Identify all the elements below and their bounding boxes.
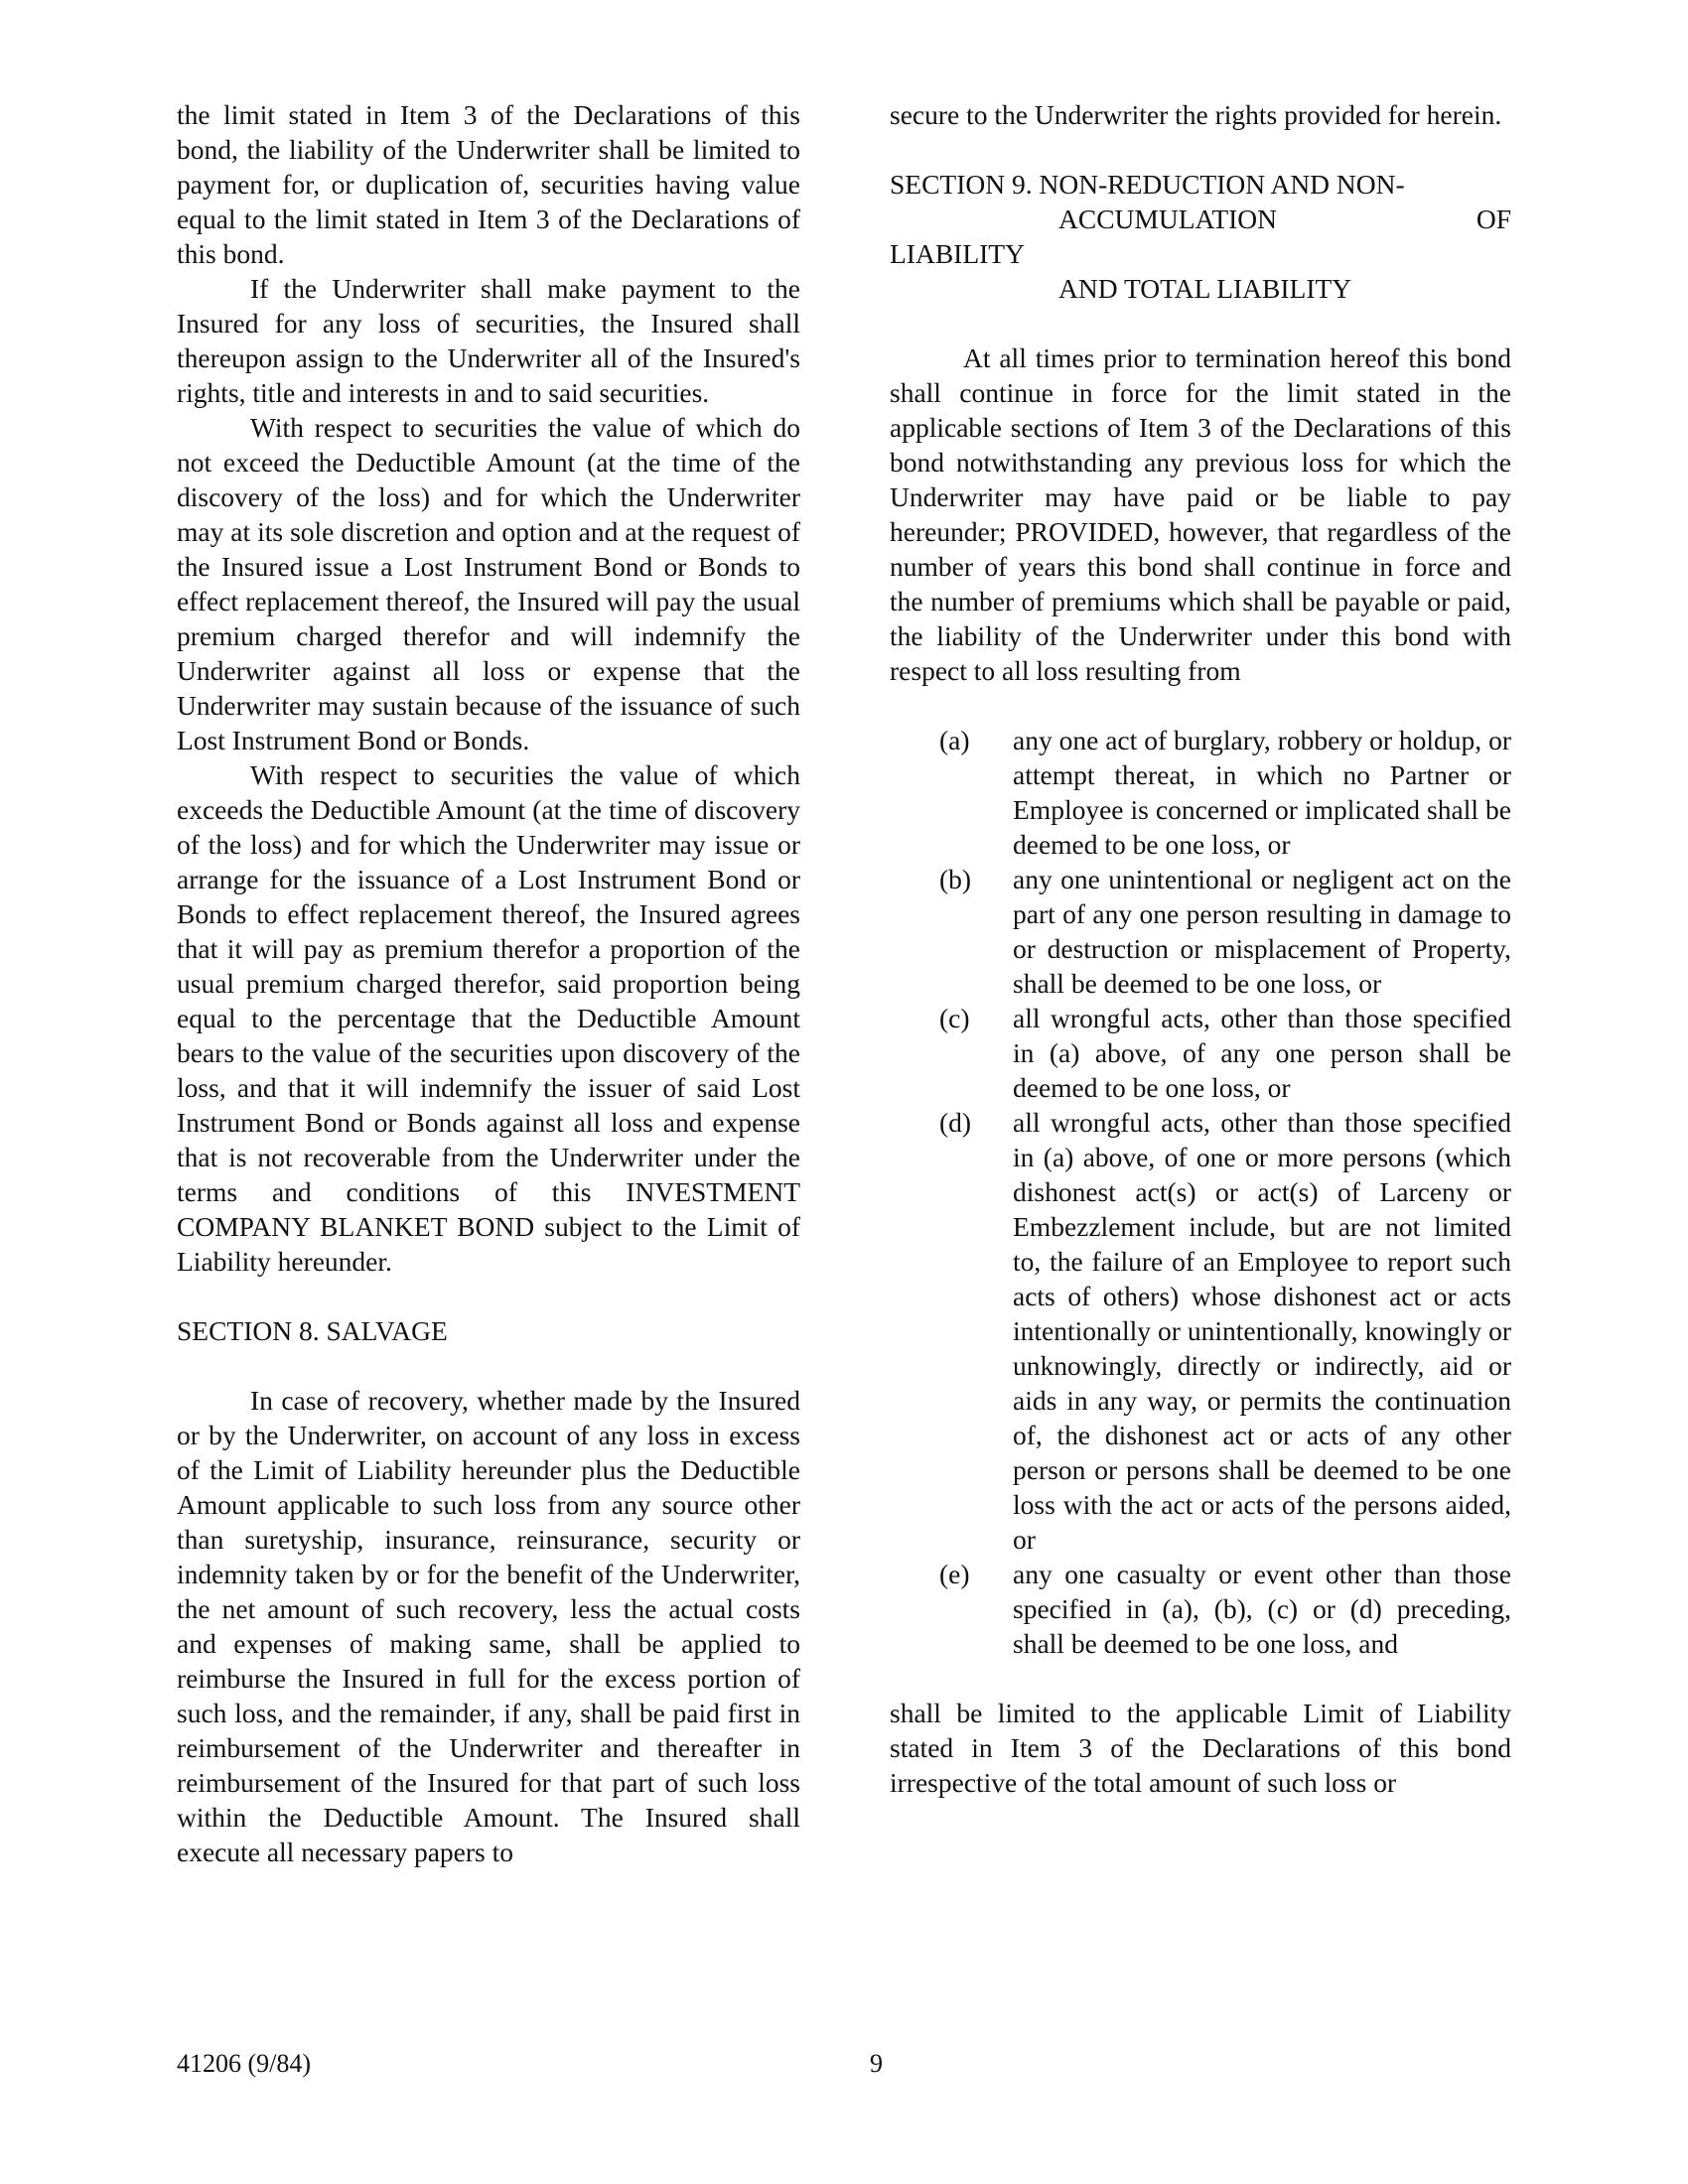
spacer bbox=[890, 688, 1511, 723]
spacer bbox=[890, 306, 1511, 341]
spacer bbox=[177, 1348, 800, 1383]
paragraph-securities-above-deductible: With respect to securities the value of which exceeds the Deductible Amount (at the time of discovery of the loss) and for which the Underwriter may issue or arrange for the issuance of a Lost Instrument Bond or Bonds to effect replacement thereof, the Insured agrees that it will pay as premium therefor a proportion of the usual premium charged therefor, said proportion being equal to the percentage that the Deductible Amount bears to the value of the securities upon discovery of the loss, and that it will indemnify the issuer of said Lost Instrument Bond or Bonds against all loss and expense that is not recoverable from the Underwriter under the terms and conditions of this INVESTMENT COMPANY BLANKET BOND subject to the Limit of Liability hereunder. bbox=[177, 759, 800, 1277]
left-column bbox=[177, 97, 800, 1869]
section-8-heading: SECTION 8. SALVAGE bbox=[177, 1315, 448, 1346]
section-9-heading bbox=[890, 167, 1511, 306]
list-item-text: any one casualty or event other than those specified in (a), (b), (c) or (d) preceding, shall be deemed to be one loss, and bbox=[1013, 1559, 1511, 1659]
section-9-heading-line-1: SECTION 9. NON-REDUCTION AND NON- bbox=[890, 169, 1405, 200]
list-item bbox=[890, 862, 1511, 1001]
spacer bbox=[177, 1279, 800, 1313]
section-9-heading-of: OF bbox=[1476, 204, 1511, 234]
list-item-text: all wrongful acts, other than those specified in (a) above, of one or more persons (which dishonest act(s) or act(s) of Larceny or Embezzlement include, but are not limited to, the failure of an Employee to report such acts of others) whose dishonest act or acts intentionally or unintentionally, knowingly or unknowingly, directly or indirectly, aid or aids in any way, or permits the continuation of, the dishonest act or acts of any other person or persons shall be deemed to be one loss with the act or acts of the persons aided, or bbox=[1013, 1107, 1511, 1555]
list-item bbox=[890, 1105, 1511, 1557]
paragraph-limit-closing: shall be limited to the applicable Limit of Liability stated in Item 3 of the Declarations of this bond irrespective of the total amount of such loss or bbox=[890, 1698, 1511, 1798]
section-9-intro: At all times prior to termination hereof this bond shall continue in force for the limit stated in the applicable sections of Item 3 of the Declarations of this bond notwithstanding any previous loss for which the Underwriter may have paid or be liable to pay hereunder; PROVIDED, however, that regardless of the number of years this bond shall continue in force and the number of premiums which shall be payable or paid, the liability of the Underwriter under this bond with respect to all loss resulting from bbox=[890, 342, 1511, 686]
spacer bbox=[890, 132, 1511, 167]
paragraph-securities-below-deductible: With respect to securities the value of which do not exceed the Deductible Amount (at the time of the discovery of the loss) and for which the Underwriter may at its sole discretion and option and at the request of the Insured issue a Lost Instrument Bond or Bonds to effect replacement thereof, the Insured will pay the usual premium charged therefor and will indemnify the Underwriter against all loss or expense that the Underwriter may sustain because of the issuance of such Lost Instrument Bond or Bonds. bbox=[177, 412, 800, 755]
section-9-heading-line-3: LIABILITY bbox=[890, 238, 1025, 269]
page-number: 9 bbox=[870, 2049, 883, 2078]
paragraph-limit-of-securities: the limit stated in Item 3 of the Declarations of this bond, the liability of the Underwriter shall be limited to payment for, or duplication of, securities having value equal to the limit stated in Item 3 of the Declarations of this bond. bbox=[177, 99, 800, 269]
paragraph-secure-rights: secure to the Underwriter the rights provided for herein. bbox=[890, 99, 1502, 130]
list-item bbox=[890, 1557, 1511, 1661]
section-8-body: In case of recovery, whether made by the Insured or by the Underwriter, on account of any loss in excess of the Limit of Liability hereunder plus the Deductible Amount applicable to such loss from any source other than suretyship, insurance, reinsurance, security or indemnity taken by or for the benefit of the Underwriter, the net amount of such recovery, less the actual costs and expenses of making same, shall be applied to reimburse the Insured in full for the excess portion of such loss, and the remainder, if any, shall be paid first in reimbursement of the Underwriter and thereafter in reimbursement of the Insured for that part of such loss within the Deductible Amount. The Insured shall execute all necessary papers to bbox=[177, 1385, 800, 1867]
list-item-label: (c) bbox=[939, 1003, 970, 1033]
list-item-label: (d) bbox=[939, 1107, 972, 1138]
list-item bbox=[890, 723, 1511, 862]
spacer bbox=[890, 1661, 1511, 1696]
list-item bbox=[890, 1001, 1511, 1105]
list-item-text: all wrongful acts, other than those specified in (a) above, of any one person shall be deemed to be one loss, or bbox=[1013, 1003, 1511, 1103]
list-item-label: (a) bbox=[939, 725, 970, 755]
list-item-label: (b) bbox=[939, 864, 972, 894]
list-item-text: any one unintentional or negligent act on the part of any one person resulting in damage to or destruction or misplacement of Property, shall be deemed to be one loss, or bbox=[1013, 864, 1511, 999]
form-number: 41206 (9/84) bbox=[177, 2049, 312, 2078]
loss-items-list bbox=[890, 723, 1511, 1661]
right-column bbox=[890, 97, 1511, 1800]
paragraph-assignment-of-rights: If the Underwriter shall make payment to the Insured for any loss of securities, the Insured shall thereupon assign to the Underwriter all of the Insured's rights, title and interests in and to said securities. bbox=[177, 273, 800, 408]
section-9-heading-line-2 bbox=[890, 202, 1511, 236]
section-9-heading-accumulation: ACCUMULATION bbox=[1058, 204, 1277, 234]
list-item-text: any one act of burglary, robbery or holdup, or attempt thereat, in which no Partner or Employee is concerned or implicated shall be deemed to be one loss, or bbox=[1013, 725, 1511, 860]
section-9-heading-line-4: AND TOTAL LIABILITY bbox=[1058, 273, 1352, 304]
list-item-label: (e) bbox=[939, 1559, 970, 1589]
